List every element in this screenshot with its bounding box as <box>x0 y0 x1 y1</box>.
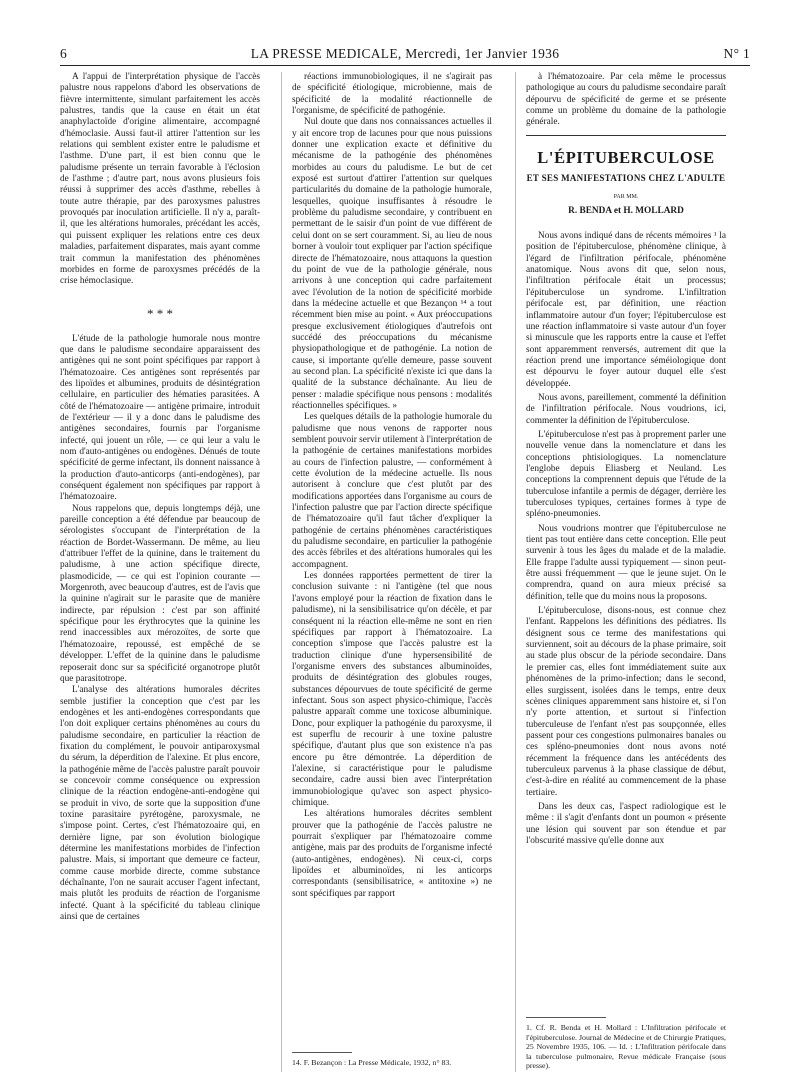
paragraph: L'étude de la pathologie humorale nous montre que dans le paludisme secondaire apparaissent des antigènes qui ne sont point spécifiques par rapport à l'hématozoaire. Ces antigènes sont représentés par des lipoïdes et albumines, produits de désintégration cellulaire, en particulier des hématies parasitées. A côté de l'hématozoaire — antigène primaire, introduit de l'extérieur — il y a donc dans le paludisme des antigènes secondaires, fournis par l'organisme infecté, qui jouent un rôle, — ce qui leur a valu le nom d'auto-antigènes ou endogènes. Dénués de toute spécificité de germe infectant, ils donnent naissance à la production d'auto-anticorps (anti-endogènes), par conséquent également non spécifiques par rapport à l'hématozoaire. <box>60 333 260 503</box>
column-right <box>526 72 726 1072</box>
paragraph: Les données rapportées permettent de tirer la conclusion suivante : ni l'antigène (tel que nous l'avons employé pour la réaction de fixation dans le paludisme), ni la sensibilisatrice qu'on décèle, et par conséquent ni la réaction elle-même ne sont en rien spécifiques par rapport à l'hématozoaire. La conception s'impose que l'accès palustre est la traduction clinique d'une hypersensibilité de l'organisme envers des substances albuminoïdes, produits de désintégration des globules rouges, substances dépourvues de toute spécificité de germe infectant. Sous son aspect physico-chimique, l'accès palustre apparaît comme une toxicose albuminique. Donc, pour expliquer la pathogénie du paroxysme, il est superflu de recourir à une toxine palustre spécifique, d'autant plus que son existence n'a pas encore pu être démontrée. La déperdition de l'alexine, si caractéristique pour le paludisme secondaire, cadre aussi bien avec l'interprétation immunobiologique qu'avec son aspect physico-chimique. <box>292 571 492 808</box>
paragraph: Les quelques détails de la pathologie humorale du paludisme que nous venons de rapporter nous semblent pouvoir servir utilement à l'interprétation de la pathogénie de certaines manifestations morbides au cours de l'infection palustre, — conformément à cette évolution de la médecine actuelle. Ils nous autorisent à conclure que c'est plutôt par des modifications apportées dans l'organisme au cours de l'infection palustre que par l'action directe spécifique de l'hématozoaire qu'il faut tâcher d'expliquer la pathogénie de certains phénomènes caractéristiques du paludisme secondaire, en particulier la pathogénie des accès fébriles et des altérations humorales qui les accompagnent. <box>292 412 492 570</box>
paragraph: Dans les deux cas, l'aspect radiologique est le même : il s'agit d'enfants dont un poumon « présente une lésion qui souvent par son étendue et par l'obscurité massive qu'elle donne aux <box>526 801 726 846</box>
paragraph: Nous rappelons que, depuis longtemps déjà, une pareille conception a été défendue par beaucoup de sérologistes s'occupant de l'interprétation de la réaction de Bordet-Wassermann. De même, au lieu d'attribuer l'effet de la quinine, dans le traitement du paludisme, à une action spécifique directe, plasmodicide, — ce qui est l'opinion courante — Morgenroth, avec beaucoup d'autres, est de l'avis que la quinine n'agirait sur le parasite que de manière indirecte, par répulsion : c'est par son affinité spécifique pour les érythrocytes que la quinine les rend inaccessibles aux mérozoïtes, de sorte que l'hématozoaire, repoussé, est empêché de se développer. L'effet de la quinine dans le paludisme reposerait donc sur sa spécificité organotrope plutôt que parasitotrope. <box>60 503 260 684</box>
column-divider <box>281 72 282 1072</box>
footnote: 14. F. Bezançon : La Presse Médicale, 1932, n° 83. <box>292 1058 452 1067</box>
footnote-rule <box>526 1017 606 1018</box>
paragraph: Nous voudrions montrer que l'épituberculose ne tient pas tout entière dans cette conception. Elle peut survenir à tous les âges du malade et de la maladie. Elle frappe l'adulte aussi typiquement — sinon peut-être aussi fréquemment — que le jeune sujet. On le comprendra, quand on aura mieux précisé sa définition, telle que du moins nous la proposons. <box>526 523 726 602</box>
column-divider <box>515 72 516 1072</box>
paragraph: Nul doute que dans nos connaissances actuelles il y ait encore trop de lacunes pour que nous puissions donner une explication exacte et définitive du mécanisme de la pathogénie des phénomènes morbides au cours du paludisme. Le but de cet exposé est surtout d'attirer l'attention sur quelques particularités du domaine de la pathologie humorale, lesquelles, quoique insuffisantes à résoudre le problème du paludisme secondaire, y contribuent en permettant de le saisir d'un point de vue différent de celui dont on se sert couramment. Si, au lieu de nous borner à vouloir tout expliquer par l'action spécifique directe de l'hématozoaire, nous attaquons la question du point de vue de la pathologie générale, nous arrivons à une conception qui cadre parfaitement avec l'évolution de la notion de spécificité morbide dans la médecine actuelle et que Bezançon ¹⁴ a tout récemment bien mise au point. « Aux préoccupations presque exclusivement étiologiques d'autrefois ont succédé des préoccupations du mécanisme physiopathologique et de pathogénie. La notion de cause, si importante qu'elle demeure, passe souvent au second plan. La spécificité n'existe ici que dans la qualité de la substance déchaînante. Au lieu de penser : maladie spécifique nous pensons : modalités réactionnelles spécifiques. » <box>292 117 492 411</box>
header-rule <box>60 65 750 66</box>
footnote-rule <box>292 1052 352 1053</box>
article-title: L'ÉPITUBERCULOSE <box>537 147 715 167</box>
section-asterism: * * * <box>147 305 173 321</box>
paragraph: Les altérations humorales décrites semblent prouver que la pathogénie de l'accès palustre ne pourrait s'expliquer par l'hématozoaire comme antigène, mais par des produits de l'organisme infecté (auto-antigènes, endogènes). Ni ceux-ci, corps lipoïdes et albuminoïdes, ni les anticorps correspondants (sensibilisatrice, « antitoxine ») ne sont spécifiques par rapport <box>292 809 492 899</box>
paragraph: L'épituberculose, disons-nous, est connue chez l'enfant. Rappelons les définitions des pédiatres. Ils désignent sous ce terme des manifestations qui surviennent, soit au décours de la phase primaire, soit au stade plus obscur de la période secondaire. Dans le premier cas, elles font immédiatement suite aux phénomènes de la primo-infection; dans le second, elles surgissent, isolées dans le temps, entre deux scènes cliniques apparemment sans histoire et, si l'on n'y porte attention, et surtout si l'infection tuberculeuse de l'enfant n'est pas soupçonnée, elles passent pour ces congestions pulmonaires banales ou ces spléno-pneumonies dont nous avons noté récemment la fréquence dans les antécédents des tuberculeux parvenus à la phase classique de début, c'est-à-dire en réalité au commencement de la phase tertiaire. <box>526 606 726 798</box>
paragraph: L'épituberculose n'est pas à proprement parler une nouvelle venue dans la nomenclature et dans les conceptions phtisiologiques. La nomenclature l'englobe depuis Eliasberg et Neuland. Les conceptions la comprennent depuis que l'étude de la tuberculose infantile a permis de dégager, derrière les tuberculoses typiques, certaines formes à type de spléno-pneumonies. <box>526 429 726 520</box>
page-number: 6 <box>60 46 68 61</box>
footnote-block <box>526 1017 726 1071</box>
paragraph: Nous avons, pareillement, commenté la définition de l'infiltration périfocale. Nous voudrions, ici, commenter la définition de l'épituberculose. <box>526 392 726 426</box>
article-authors: R. BENDA et H. MOLLARD <box>568 205 684 216</box>
paragraph: à l'hématozoaire. Par cela même le processus pathologique au cours du paludisme secondaire paraît dépourvu de spécificité de germe et se présente comme un problème du domaine de la pathologie générale. <box>526 72 726 128</box>
column-left <box>60 72 260 1072</box>
paragraph: Nous avons indiqué dans de récents mémoires ¹ la position de l'épituberculose, phénomène clinique, à l'égard de l'infiltration périfocale, phénomène anatomique. Nous avons dit que, selon nous, l'infiltration périfocale était un processus; l'épituberculose un syndrome. L'infiltration périfocale est, par définition, une réaction inflammatoire autour d'un foyer; l'épituberculose est une réaction inflammatoire si vaste autour d'un foyer si minuscule que les rapports entre la cause et l'effet sont apparemment renversés, autrement dit que la réaction prend une importance séméiologique dont est dépourvu le foyer autour duquel elle s'est développée. <box>526 231 726 389</box>
article-rule <box>526 135 726 136</box>
paragraph: A l'appui de l'interprétation physique de l'accès palustre nous rappelons d'abord les observations de fièvre intermittente, simulant parfaitement les accès palustres, tandis que la cause en était un état anaphylactoïde d'origine alimentaire, accompagné d'hémoclasie. Aussi faut-il attirer l'attention sur les relations qui semblent exister entre le paludisme et l'asthme. D'une part, il est bien connu que le paludisme présente un terrain favorable à l'éclosion de l'asthme ; d'autre part, nous avons plusieurs fois réussi à supprimer des accès d'asthme, rebelles à toute autre thérapie, par des paroxysmes palustres provoqués par inoculation artificielle. Il n'y a, paraît-il, que les altérations humorales, précédant les accès, qui puissent expliquer les relations entre ces deux maladies, parfaitement disparates, mais ayant comme trait commun la manifestation des phénomènes morbides en forme de paroxysmes précédés de la crise hémoclasique. <box>60 72 260 287</box>
journal-title: LA PRESSE MEDICALE, Mercredi, 1er Janvier 1936 <box>250 46 560 61</box>
issue-number: N° 1 <box>723 46 750 61</box>
footnote-block <box>292 1052 507 1068</box>
column-middle <box>292 72 492 1057</box>
footnote: 1. Cf. R. Benda et H. Mollard : L'Infiltration périfocale et l'épituberculose. Journal de Médecine et de Chirurgie Pratiques, 25 Novembre 1935, 106. — Id. : L'Infiltration périfocale dans la tuberculose pulmonaire, Revue médicale Française (sous presse). <box>526 1023 726 1070</box>
paragraph: L'analyse des altérations humorales décrites semble justifier la conception que c'est par les endogènes et les anti-endogènes correspondants que l'on doit expliquer certains phénomènes au cours du paludisme secondaire, en particulier la réaction de fixation du complément, le pouvoir antiparoxysmal du sérum, la déperdition de l'alexine. Et plus encore, la pathogénie même de l'accès palustre paraît pouvoir se concevoir comme conséquence ou expression clinique de la réaction endogène-anti-endogène qui se produit in vivo, de sorte que la supposition d'une toxine parasitaire pyrétogène, paroxysmale, ne s'impose point. Certes, c'est l'hématozoaire qui, en dernière ligne, par son évolution biologique détermine les manifestations morbides de l'infection palustre. Mais, si important que demeure ce facteur, comme cause morbide directe, comme substance déchaînante, l'on ne saurait accuser l'agent infectant, mais plutôt les produits de réaction de l'organisme infecté. Quant à la spécificité du tableau clinique ainsi que de certaines <box>60 685 260 923</box>
paragraph: réactions immunobiologiques, il ne s'agirait pas de spécificité étiologique, microbienne, mais de spécificité de la modalité réactionnelle de l'organisme, de spécificité de pathogénie. <box>292 72 492 117</box>
article-byline-prefix: PAR MM. <box>613 194 639 201</box>
article-subtitle: ET SES MANIFESTATIONS CHEZ L'ADULTE <box>526 173 726 184</box>
